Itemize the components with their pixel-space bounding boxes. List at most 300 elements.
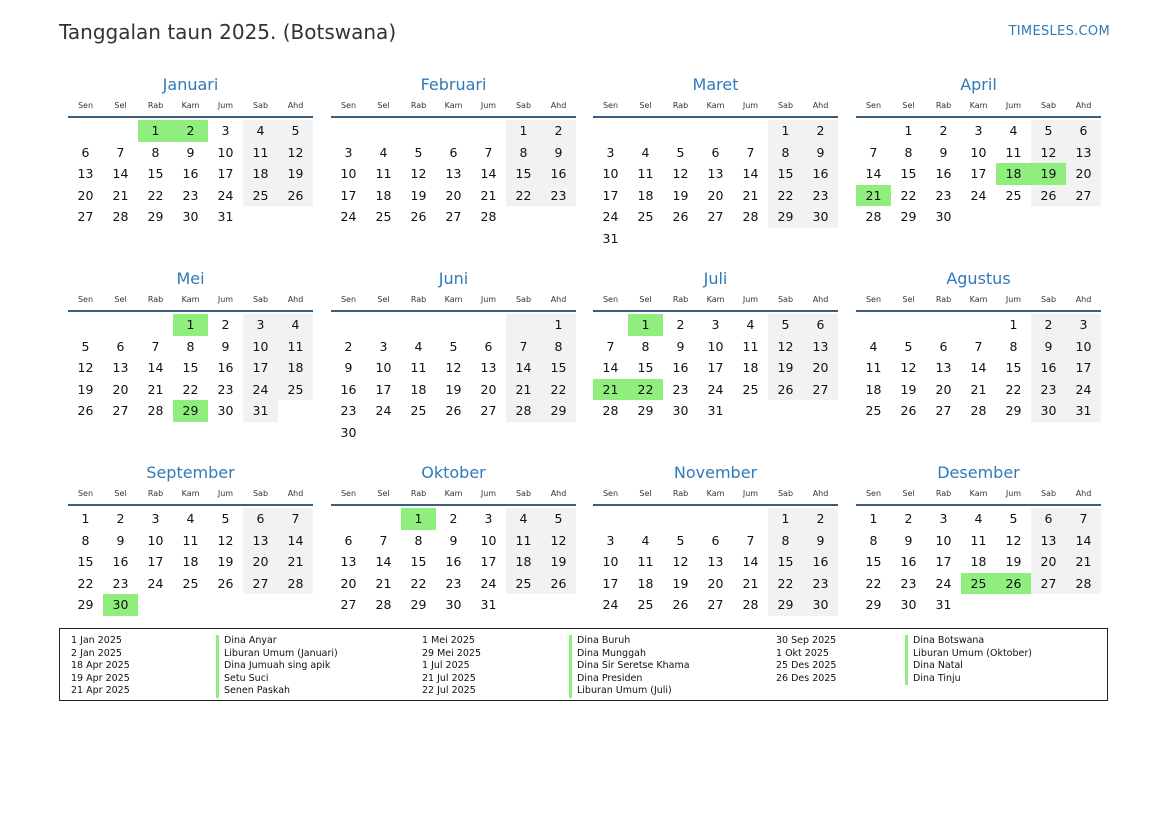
calendar-day: 28 (970, 403, 987, 419)
month-divider (856, 116, 1101, 118)
calendar-day: 7 (116, 144, 125, 160)
calendar-day: 24 (707, 381, 724, 397)
holiday-day: 1 (628, 314, 663, 336)
holiday-day: 21 (856, 185, 891, 207)
legend-holiday-name: Dina Sir Seretse Khama (569, 660, 690, 673)
calendar-day: 15 (637, 360, 654, 376)
calendar-day: 13 (803, 336, 838, 358)
month-divider (856, 504, 1101, 506)
legend-date: 21 Jul 2025 (422, 672, 476, 684)
empty-cell (103, 314, 138, 336)
calendar-day: 4 (1009, 123, 1018, 138)
month-name: Februari (420, 75, 487, 94)
calendar-day: 16 (182, 166, 199, 182)
calendar-day: 22 (1005, 381, 1022, 397)
calendar-day: 28 (112, 209, 129, 225)
weekday-label: Sen (77, 295, 94, 304)
calendar-day: 26 (672, 597, 689, 613)
calendar-day: 12 (672, 554, 689, 570)
day-grid (331, 508, 576, 616)
calendar-day: 21 (480, 187, 497, 203)
calendar-day: 4 (974, 511, 983, 526)
calendar-day: 29 (541, 400, 576, 422)
calendar-day: 26 (672, 209, 689, 225)
calendar-day: 5 (81, 338, 90, 354)
calendar-day: 10 (935, 532, 952, 548)
calendar-day: 27 (1031, 573, 1066, 595)
calendar-day: 4 (414, 338, 423, 354)
calendar-day: 10 (707, 338, 724, 354)
calendar-day: 22 (768, 185, 803, 207)
weekday-label: Kam (706, 489, 725, 498)
empty-cell (856, 120, 891, 142)
calendar-day: 26 (900, 403, 917, 419)
calendar-day: 25 (637, 209, 654, 225)
month-name: November (673, 463, 758, 482)
weekday-label: Rab (672, 101, 689, 110)
calendar-day: 24 (147, 575, 164, 591)
empty-cell (628, 120, 663, 142)
month-divider (593, 310, 838, 312)
weekday-label: Ahd (1075, 295, 1092, 304)
weekday-label: Sen (865, 489, 882, 498)
month-divider (68, 310, 313, 312)
empty-cell (366, 120, 401, 142)
weekday-header (68, 293, 313, 307)
calendar-day: 25 (1005, 187, 1022, 203)
calendar-day: 29 (768, 594, 803, 616)
calendar-day: 26 (410, 209, 427, 225)
calendar-day: 4 (641, 532, 650, 548)
month-mei (68, 269, 313, 422)
weekday-label: Ahd (1075, 489, 1092, 498)
calendar-day: 11 (742, 338, 759, 354)
calendar-day: 6 (711, 532, 720, 548)
month-name: April (960, 75, 997, 94)
calendar-day: 24 (1066, 379, 1101, 401)
legend-date: 21 Apr 2025 (71, 685, 130, 696)
holiday-day: 21 (593, 379, 628, 401)
empty-cell (103, 120, 138, 142)
calendar-day: 14 (278, 530, 313, 552)
calendar-day: 13 (445, 166, 462, 182)
calendar-day: 16 (112, 554, 129, 570)
weekday-label: Ahd (812, 489, 829, 498)
calendar-day: 23 (445, 575, 462, 591)
calendar-day: 21 (278, 551, 313, 573)
weekday-label: Rab (672, 295, 689, 304)
calendar-day: 31 (602, 230, 619, 246)
weekday-label: Ahd (287, 489, 304, 498)
calendar-day: 8 (1009, 338, 1018, 354)
calendar-day: 6 (484, 338, 493, 354)
weekday-label: Sab (1040, 489, 1057, 498)
weekday-label: Sel (114, 295, 127, 304)
calendar-day: 25 (278, 379, 313, 401)
month-juli (593, 269, 838, 422)
calendar-day: 3 (344, 144, 353, 160)
weekday-label: Kam (181, 295, 200, 304)
legend-date: 1 Mei 2025 (422, 635, 475, 646)
calendar-day: 30 (900, 597, 917, 613)
weekday-label: Sen (77, 489, 94, 498)
calendar-day: 16 (340, 381, 357, 397)
calendar-day: 16 (672, 360, 689, 376)
calendar-day: 28 (480, 209, 497, 225)
empty-cell (628, 508, 663, 530)
day-grid (856, 120, 1101, 228)
empty-cell (331, 314, 366, 336)
calendar-day: 27 (480, 403, 497, 419)
calendar-day: 2 (344, 338, 353, 354)
calendar-day: 31 (243, 400, 278, 422)
day-grid (68, 314, 313, 422)
weekday-label: Rab (935, 101, 952, 110)
calendar-day: 12 (541, 530, 576, 552)
calendar-day: 9 (904, 532, 913, 548)
weekday-label: Sab (777, 101, 794, 110)
month-divider (856, 310, 1101, 312)
weekday-label: Ahd (287, 101, 304, 110)
calendar-day: 17 (602, 187, 619, 203)
weekday-header (68, 99, 313, 113)
weekday-label: Jum (742, 295, 759, 304)
weekday-label: Sen (865, 295, 882, 304)
month-divider (593, 504, 838, 506)
calendar-day: 11 (637, 554, 654, 570)
calendar-day: 30 (803, 206, 838, 228)
legend-date: 22 Jul 2025 (422, 685, 476, 696)
calendar-day: 29 (865, 597, 882, 613)
calendar-day: 16 (217, 360, 234, 376)
calendar-day: 3 (939, 511, 948, 526)
calendar-day: 13 (707, 554, 724, 570)
calendar-day: 7 (974, 338, 983, 354)
weekday-label: Ahd (1075, 101, 1092, 110)
weekday-label: Sel (639, 489, 652, 498)
legend-holiday-name: Dina Munggah (569, 648, 690, 661)
calendar-day: 6 (711, 144, 720, 160)
weekday-label: Jum (480, 489, 497, 498)
calendar-day: 1 (904, 123, 913, 138)
weekday-label: Sen (602, 101, 619, 110)
legend-holiday-name: Dina Tinju (905, 673, 1032, 686)
calendar-day: 8 (186, 338, 195, 354)
calendar-day: 5 (414, 144, 423, 160)
weekday-header (593, 487, 838, 501)
day-grid (856, 508, 1101, 616)
month-juni (331, 269, 576, 444)
weekday-label: Kam (444, 295, 463, 304)
calendar-day: 18 (278, 357, 313, 379)
calendar-day: 24 (340, 209, 357, 225)
month-september (68, 463, 313, 616)
calendar-day: 27 (445, 209, 462, 225)
calendar-day: 19 (900, 381, 917, 397)
empty-cell (68, 120, 103, 142)
empty-cell (401, 314, 436, 336)
calendar-day: 6 (344, 532, 353, 548)
weekday-label: Sab (777, 489, 794, 498)
month-agustus (856, 269, 1101, 422)
calendar-day: 9 (803, 142, 838, 164)
calendar-day: 18 (506, 551, 541, 573)
calendar-day: 4 (278, 314, 313, 336)
legend-name-column (569, 635, 690, 698)
calendar-day: 14 (112, 166, 129, 182)
calendar-day: 2 (803, 120, 838, 142)
calendar-day: 29 (637, 403, 654, 419)
calendar-day: 6 (81, 144, 90, 160)
calendar-day: 21 (147, 381, 164, 397)
legend-date: 1 Jan 2025 (71, 635, 122, 646)
calendar-day: 26 (768, 379, 803, 401)
weekday-label: Sen (865, 101, 882, 110)
weekday-header (331, 487, 576, 501)
calendar-day: 9 (1031, 336, 1066, 358)
calendar-day: 3 (606, 532, 615, 548)
calendar-day: 16 (803, 163, 838, 185)
calendar-day: 23 (182, 187, 199, 203)
calendar-day: 23 (340, 403, 357, 419)
calendar-day: 6 (1066, 120, 1101, 142)
calendar-day: 28 (375, 597, 392, 613)
calendar-day: 25 (410, 403, 427, 419)
calendar-day: 7 (869, 144, 878, 160)
month-divider (593, 116, 838, 118)
day-grid (593, 314, 838, 422)
calendar-day: 15 (541, 357, 576, 379)
calendar-day: 11 (278, 336, 313, 358)
calendar-day: 12 (672, 166, 689, 182)
calendar-day: 1 (81, 511, 90, 526)
calendar-day: 5 (1031, 120, 1066, 142)
calendar-day: 15 (900, 166, 917, 182)
calendar-day: 3 (379, 338, 388, 354)
calendar-day: 18 (865, 381, 882, 397)
calendar-day: 7 (484, 144, 493, 160)
month-februari (331, 75, 576, 228)
calendar-day: 11 (970, 532, 987, 548)
legend-holiday-name: Dina Natal (905, 660, 1032, 673)
calendar-day: 20 (1066, 163, 1101, 185)
weekday-label: Jum (480, 101, 497, 110)
calendar-day: 24 (935, 575, 952, 591)
calendar-day: 18 (637, 187, 654, 203)
weekday-label: Sel (639, 101, 652, 110)
calendar-day: 24 (602, 597, 619, 613)
empty-cell (506, 314, 541, 336)
empty-cell (138, 314, 173, 336)
weekday-label: Sel (377, 101, 390, 110)
site-link[interactable]: TIMESLES.COM (1008, 24, 1110, 39)
calendar-day: 7 (606, 338, 615, 354)
calendar-day: 13 (1031, 530, 1066, 552)
calendar-day: 10 (217, 144, 234, 160)
holiday-day: 19 (1031, 163, 1066, 185)
calendar-day: 22 (410, 575, 427, 591)
calendar-day: 16 (900, 554, 917, 570)
calendar-day: 18 (243, 163, 278, 185)
calendar-day: 19 (77, 381, 94, 397)
calendar-day: 27 (1066, 185, 1101, 207)
calendar-day: 20 (707, 575, 724, 591)
empty-cell (733, 120, 768, 142)
legend-holiday-name: Dina Jumuah sing apik (216, 660, 338, 673)
empty-cell (698, 120, 733, 142)
calendar-day: 17 (243, 357, 278, 379)
calendar-day: 22 (768, 573, 803, 595)
weekday-header (593, 99, 838, 113)
day-grid (68, 508, 313, 616)
empty-cell (471, 120, 506, 142)
calendar-day: 1 (768, 508, 803, 530)
calendar-day: 18 (182, 554, 199, 570)
month-april (856, 75, 1101, 228)
calendar-day: 30 (182, 209, 199, 225)
calendar-day: 14 (865, 166, 882, 182)
day-grid (593, 120, 838, 250)
calendar-day: 26 (541, 573, 576, 595)
calendar-day: 27 (935, 403, 952, 419)
calendar-day: 4 (641, 144, 650, 160)
calendar-day: 13 (935, 360, 952, 376)
calendar-day: 14 (480, 166, 497, 182)
calendar-day: 24 (243, 379, 278, 401)
calendar-day: 9 (676, 338, 685, 354)
calendar-day: 3 (974, 123, 983, 138)
holiday-day: 1 (401, 508, 436, 530)
calendar-day: 29 (768, 206, 803, 228)
calendar-day: 16 (803, 551, 838, 573)
weekday-label: Ahd (550, 489, 567, 498)
weekday-label: Sab (777, 295, 794, 304)
calendar-day: 20 (707, 187, 724, 203)
calendar-day: 7 (506, 336, 541, 358)
calendar-day: 25 (375, 209, 392, 225)
empty-cell (471, 314, 506, 336)
weekday-label: Sen (602, 295, 619, 304)
calendar-day: 21 (1066, 551, 1101, 573)
calendar-day: 24 (217, 187, 234, 203)
weekday-label: Kam (181, 489, 200, 498)
calendar-day: 8 (414, 532, 423, 548)
calendar-day: 23 (803, 185, 838, 207)
calendar-day: 2 (116, 511, 125, 526)
weekday-label: Ahd (550, 295, 567, 304)
calendar-day: 8 (541, 336, 576, 358)
calendar-day: 24 (375, 403, 392, 419)
calendar-day: 30 (935, 209, 952, 225)
page-title: Tanggalan taun 2025. (Botswana) (59, 20, 397, 44)
weekday-header (331, 99, 576, 113)
weekday-label: Kam (444, 101, 463, 110)
calendar-day: 21 (742, 575, 759, 591)
calendar-day: 12 (900, 360, 917, 376)
weekday-label: Sel (902, 489, 915, 498)
calendar-day: 15 (768, 163, 803, 185)
weekday-label: Kam (969, 489, 988, 498)
weekday-label: Ahd (812, 295, 829, 304)
calendar-day: 31 (707, 403, 724, 419)
calendar-day: 29 (147, 209, 164, 225)
holiday-day: 1 (138, 120, 173, 142)
calendar-day: 5 (904, 338, 913, 354)
calendar-day: 16 (541, 163, 576, 185)
day-grid (331, 314, 576, 444)
calendar-day: 27 (340, 597, 357, 613)
calendar-day: 20 (112, 381, 129, 397)
calendar-day: 29 (410, 597, 427, 613)
calendar-day: 14 (147, 360, 164, 376)
calendar-day: 16 (445, 554, 462, 570)
legend-holiday-name: Senen Paskah (216, 685, 338, 698)
holiday-day: 29 (173, 400, 208, 422)
weekday-label: Rab (147, 295, 164, 304)
calendar-day: 20 (445, 187, 462, 203)
calendar-day: 3 (243, 314, 278, 336)
calendar-day: 10 (1066, 336, 1101, 358)
calendar-day: 25 (865, 403, 882, 419)
calendar-day: 5 (676, 144, 685, 160)
calendar-day: 30 (217, 403, 234, 419)
calendar-day: 8 (768, 142, 803, 164)
calendar-day: 14 (742, 166, 759, 182)
weekday-label: Jum (480, 295, 497, 304)
calendar-day: 23 (217, 381, 234, 397)
calendar-day: 13 (1066, 142, 1101, 164)
calendar-day: 6 (939, 338, 948, 354)
weekday-label: Sel (114, 101, 127, 110)
weekday-label: Kam (181, 101, 200, 110)
calendar-day: 15 (410, 554, 427, 570)
weekday-label: Ahd (812, 101, 829, 110)
calendar-day: 24 (480, 575, 497, 591)
calendar-day: 28 (147, 403, 164, 419)
calendar-day: 18 (637, 575, 654, 591)
legend-date: 29 Mei 2025 (422, 647, 481, 659)
weekday-label: Rab (147, 101, 164, 110)
calendar-day: 5 (221, 511, 230, 526)
calendar-day: 26 (278, 185, 313, 207)
calendar-day: 24 (602, 209, 619, 225)
calendar-day: 30 (1031, 400, 1066, 422)
calendar-day: 12 (77, 360, 94, 376)
calendar-day: 25 (637, 597, 654, 613)
calendar-day: 10 (375, 360, 392, 376)
month-name: Oktober (421, 463, 486, 482)
weekday-label: Rab (410, 101, 427, 110)
weekday-label: Rab (672, 489, 689, 498)
calendar-day: 31 (935, 597, 952, 613)
calendar-day: 1 (1009, 317, 1018, 332)
calendar-day: 23 (900, 575, 917, 591)
calendar-day: 2 (1031, 314, 1066, 336)
month-name: Juli (703, 269, 728, 288)
calendar-day: 22 (147, 187, 164, 203)
calendar-day: 3 (606, 144, 615, 160)
calendar-day: 23 (672, 381, 689, 397)
calendar-day: 20 (480, 381, 497, 397)
calendar-day: 12 (1031, 142, 1066, 164)
calendar-day: 22 (900, 187, 917, 203)
calendar-day: 20 (243, 551, 278, 573)
calendar-day: 20 (1031, 551, 1066, 573)
calendar-day: 8 (151, 144, 160, 160)
weekday-label: Sel (377, 489, 390, 498)
calendar-day: 2 (939, 123, 948, 138)
calendar-day: 22 (77, 575, 94, 591)
